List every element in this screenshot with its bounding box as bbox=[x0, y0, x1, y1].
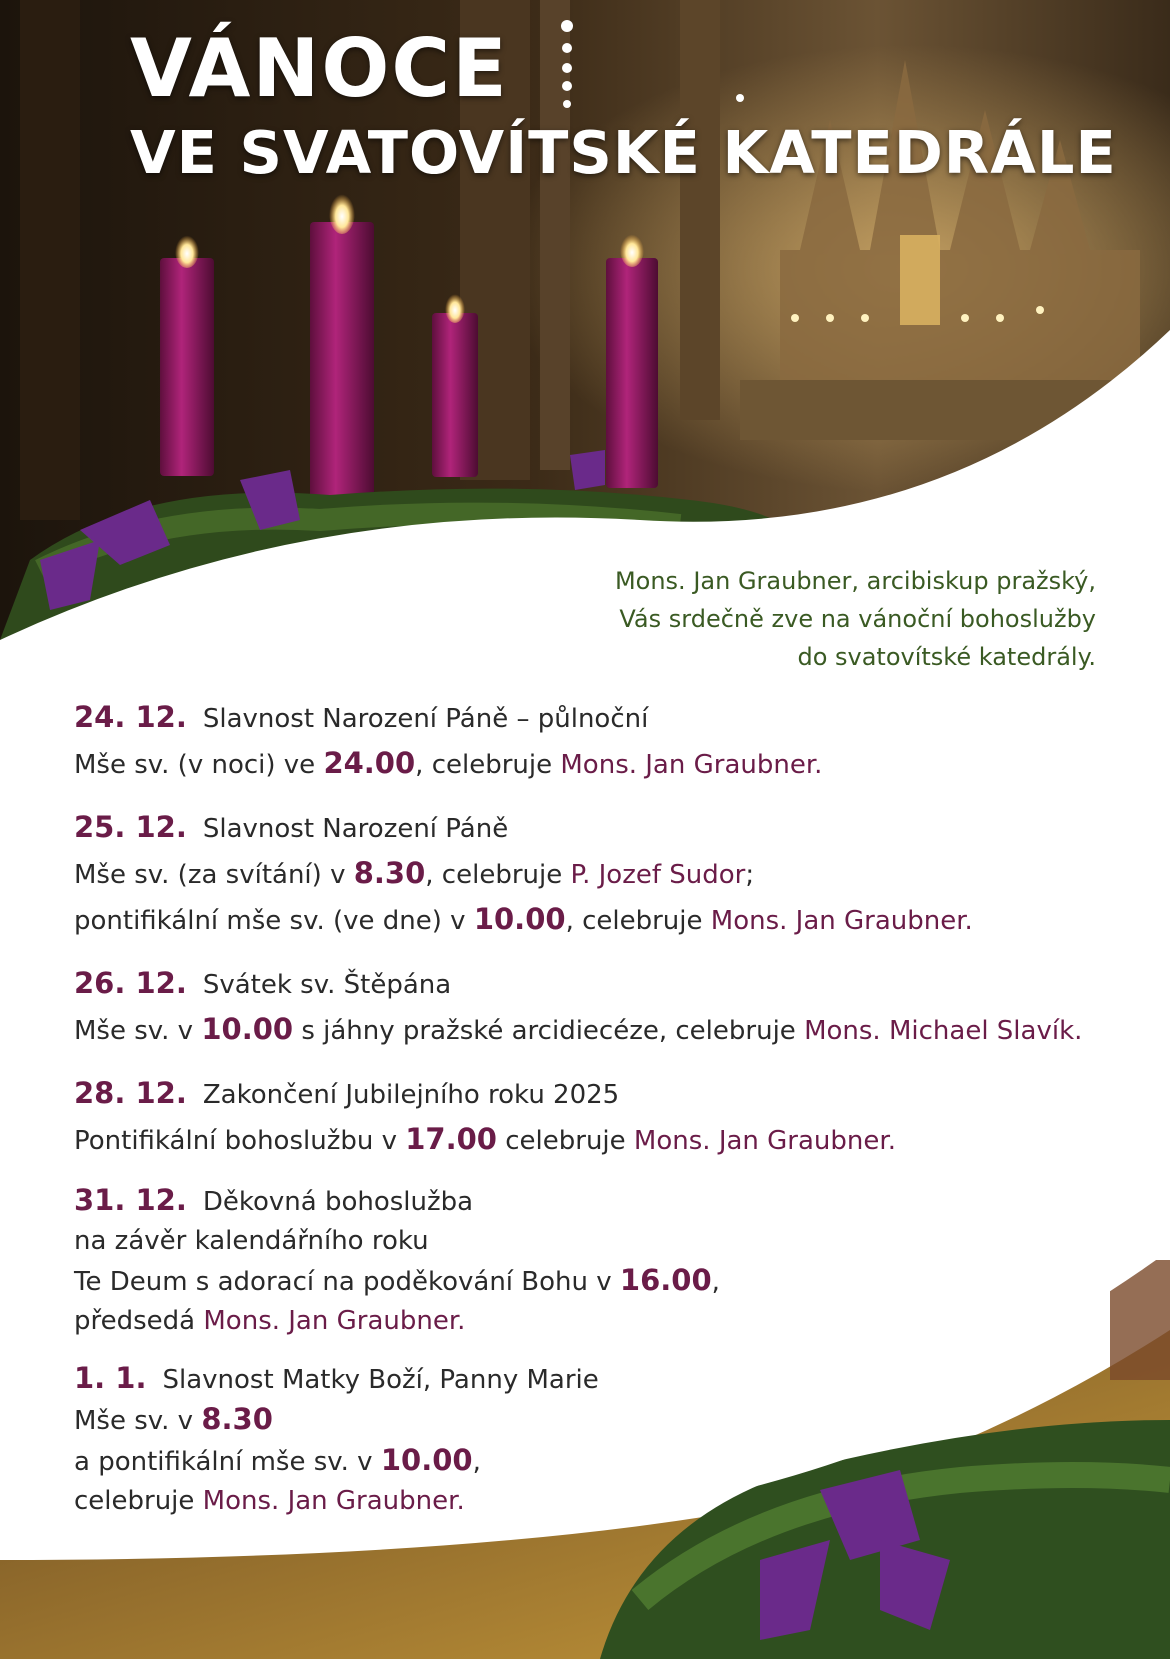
invitation-line: Vás srdečně zve na vánoční bohoslužby bbox=[619, 605, 1096, 633]
event-date: 25. 12. bbox=[74, 810, 187, 844]
event-title: Svátek sv. Štěpána bbox=[202, 970, 452, 1000]
event-text: , celebruje bbox=[565, 906, 711, 936]
event-text: a pontifikální mše sv. v bbox=[74, 1447, 381, 1477]
title-line-2: VE SVATOVÍTSKÉ KATEDRÁLE bbox=[130, 118, 1117, 187]
event-title: Děkovná bohoslužba bbox=[202, 1187, 474, 1217]
event-celebrant: Mons. Jan Graubner. bbox=[633, 1126, 896, 1156]
event-title: Slavnost Matky Boží, Panny Marie bbox=[162, 1365, 599, 1395]
event-time: 10.00 bbox=[380, 1443, 473, 1477]
event-time: 10.00 bbox=[201, 1012, 294, 1046]
event-celebrant: Mons. Jan Graubner. bbox=[202, 1486, 465, 1516]
event-text: Te Deum s adorací na poděkování Bohu v bbox=[74, 1267, 620, 1297]
event-title: Slavnost Narození Páně bbox=[202, 814, 509, 844]
event-text: , bbox=[472, 1447, 481, 1477]
event-25-12 bbox=[74, 805, 1104, 943]
event-text: , bbox=[711, 1267, 720, 1297]
event-time: 24.00 bbox=[323, 746, 416, 780]
event-text: celebruje bbox=[74, 1486, 203, 1516]
event-celebrant: P. Jozef Sudor bbox=[570, 860, 746, 890]
event-text: celebruje bbox=[496, 1126, 634, 1156]
event-celebrant: Mons. Jan Graubner. bbox=[203, 1306, 466, 1336]
event-date: 28. 12. bbox=[74, 1076, 187, 1110]
event-text: ; bbox=[745, 860, 755, 890]
event-text: , celebruje bbox=[415, 750, 561, 780]
title-line-1: VÁNOCE bbox=[130, 22, 509, 115]
invitation-line: Mons. Jan Graubner, arcibiskup pražský, bbox=[614, 567, 1096, 595]
event-text: na závěr kalendářního roku bbox=[74, 1226, 429, 1256]
event-1-1 bbox=[74, 1359, 1104, 1521]
event-text: , celebruje bbox=[425, 860, 571, 890]
event-24-12 bbox=[74, 695, 1104, 787]
event-title: Slavnost Narození Páně – půlnoční bbox=[202, 704, 649, 734]
event-text: Mše sv. (za svítání) v bbox=[74, 860, 354, 890]
event-text: Mše sv. v bbox=[74, 1016, 202, 1046]
event-text: s jáhny pražské arcidiecéze, celebruje bbox=[293, 1016, 805, 1046]
event-time: 8.30 bbox=[201, 1402, 273, 1436]
event-26-12 bbox=[74, 961, 1104, 1053]
event-text: Pontifikální bohoslužbu v bbox=[74, 1126, 406, 1156]
event-31-12 bbox=[74, 1181, 1104, 1341]
event-text: Mše sv. v bbox=[74, 1406, 202, 1436]
service-schedule bbox=[74, 695, 1104, 1539]
event-time: 8.30 bbox=[353, 856, 426, 890]
event-celebrant: Mons. Jan Graubner. bbox=[560, 750, 823, 780]
event-text: Mše sv. (v noci) ve bbox=[74, 750, 324, 780]
event-celebrant: Mons. Jan Graubner. bbox=[710, 906, 973, 936]
event-28-12 bbox=[74, 1071, 1104, 1163]
event-time: 10.00 bbox=[473, 902, 566, 936]
event-text: předsedá bbox=[74, 1306, 204, 1336]
event-celebrant: Mons. Michael Slavík. bbox=[804, 1016, 1083, 1046]
event-date: 1. 1. bbox=[74, 1361, 147, 1395]
event-date: 31. 12. bbox=[74, 1183, 187, 1217]
event-title: Zakončení Jubilejního roku 2025 bbox=[202, 1080, 620, 1110]
event-time: 17.00 bbox=[405, 1122, 497, 1156]
event-text: pontifikální mše sv. (ve dne) v bbox=[74, 906, 474, 936]
invitation-text bbox=[476, 562, 1096, 676]
event-date: 24. 12. bbox=[74, 700, 187, 734]
invitation-line: do svatovítské katedrály. bbox=[797, 643, 1096, 671]
event-date: 26. 12. bbox=[74, 966, 187, 1000]
event-time: 16.00 bbox=[619, 1263, 712, 1297]
